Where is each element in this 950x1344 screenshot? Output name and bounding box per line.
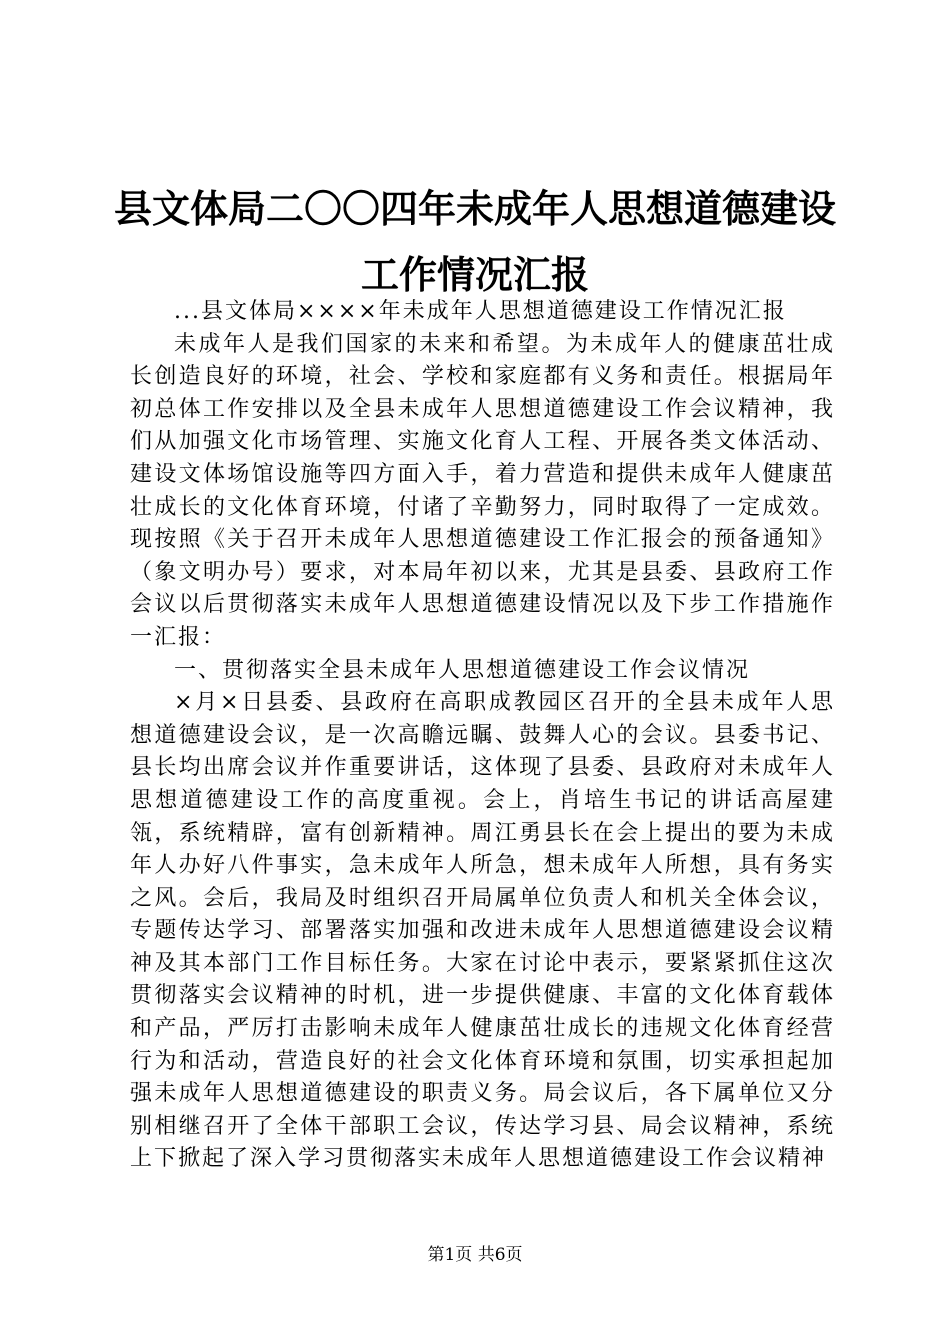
intro-line: ...县文体局××××年未成年人思想道德建设工作情况汇报 — [174, 299, 787, 324]
document-title: 县文体局二〇〇四年未成年人思想道德建设工作情况汇报 — [113, 186, 836, 297]
paragraph-overview: 未成年人是我们国家的未来和希望。为未成年人的健康茁壮成长创造良好的环境，社会、学校和家庭都有义务和责任。根据局年初总体工作安排以及全县未成年人思想道德建设工作会议精神，我们从加强文化市场管理、实施文化育人工程、开展各类文体活动、建设文体场馆设施等四方面入手，着力营造和提供未成年人健康茁壮成长的文化体育环境，付诸了辛勤努力，同时取得了一定成效。现按照《关于召开未成年人思想道德建设工作汇报会的预备通知》（象文明办号）要求，对本局年初以来，尤其是县委、县政府工作会议以后贯彻落实未成年人思想道德建设情况以及下步工作措施作一汇报： — [130, 331, 835, 650]
paragraph-meeting: ×月×日县委、县政府在高职成教园区召开的全县未成年人思想道德建设会议，是一次高瞻远瞩、鼓舞人心的会议。县委书记、县长均出席会议并作重要讲话，这体现了县委、县政府对未成年人思想道德建设工作的高度重视。会上，肖培生书记的讲话高屋建瓴，系统精辟，富有创新精神。周江勇县长在会上提出的要为未成年人办好八件事实，急未成年人所急，想未成年人所想，具有务实之风。会后，我局及时组织召开局属单位负责人和机关全体会议，专题传达学习、部署落实加强和改进未成年人思想道德建设会议精神及其本部门工作目标任务。大家在讨论中表示，要紧紧抓住这次贯彻落实会议精神的时机，进一步提供健康、丰富的文化体育载体和产品，严厉打击影响未成年人健康茁壮成长的违规文化体育经营行为和活动，营造良好的社会文化体育环境和氛围，切实承担起加强未成年人思想道德建设的职责义务。局会议后，各下属单位又分别相继召开了全体干部职工会议，传达学习县、局会议精神，系统上下掀起了深入学习贯彻落实未成年人思想道德建设工作会议精神 — [130, 690, 835, 1172]
document-body — [130, 296, 835, 1176]
page-number: 第1页 共6页 — [427, 1245, 523, 1265]
section-heading-1: 一、贯彻落实全县未成年人思想道德建设工作会议情况 — [174, 657, 751, 683]
